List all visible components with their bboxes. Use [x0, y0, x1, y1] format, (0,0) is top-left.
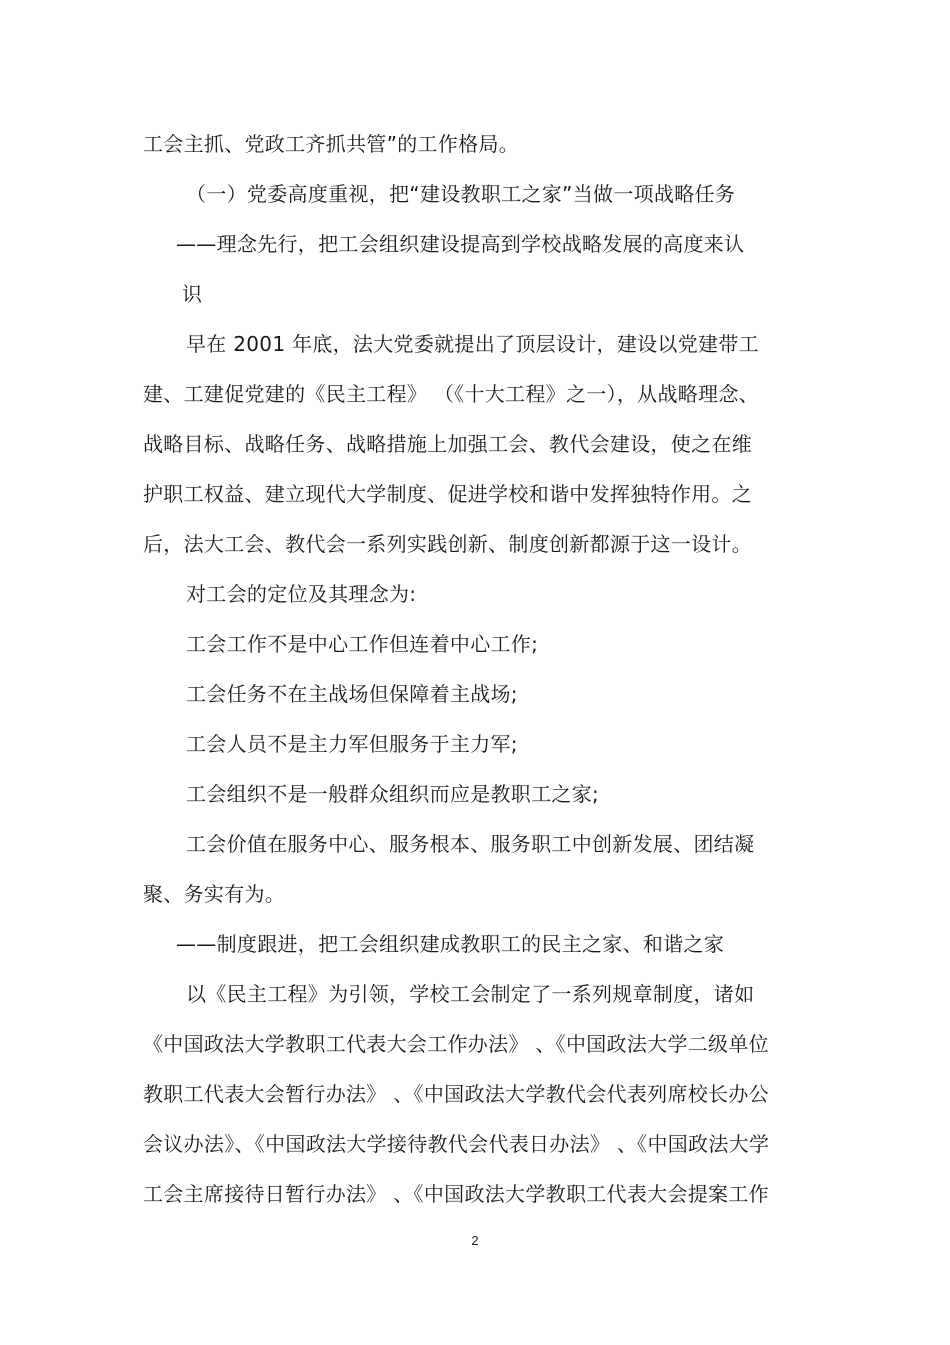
section-heading: （一）党委高度重视，把“建设教职工之家”当做一项战略任务	[186, 182, 736, 206]
text-line: 聚、务实有为。	[143, 882, 286, 906]
subheading-line: 识	[182, 282, 203, 306]
subheading-line: ——理念先行，把工会组织建设提高到学校战略发展的高度来认	[176, 232, 745, 256]
text-line: 以《民主工程》为引领，学校工会制定了一系列规章制度，诸如	[186, 982, 755, 1006]
text-line: 早在 2001 年底，法大党委就提出了顶层设计，建设以党建带工	[186, 332, 759, 356]
text-line: 护职工权益、建立现代大学制度、促进学校和谐中发挥独特作用。之	[143, 482, 752, 506]
text-line: 建、工建促党建的《民主工程》 （《十大工程》之一），从战略理念、	[143, 382, 759, 406]
text-line: 战略目标、战略任务、战略措施上加强工会、教代会建设，使之在维	[143, 432, 752, 456]
page-number: 2	[471, 1233, 479, 1248]
list-line: 工会组织不是一般群众组织而应是教职工之家;	[186, 782, 600, 806]
text-line: 后，法大工会、教代会一系列实践创新、制度创新都源于这一设计。	[143, 532, 752, 556]
text-line: 《中国政法大学教职工代表大会工作办法》 、《中国政法大学二级单位	[143, 1032, 769, 1056]
text-line: 工会主抓、党政工齐抓共管”的工作格局。	[143, 132, 520, 156]
text-line: 对工会的定位及其理念为:	[186, 582, 417, 606]
text-line: 会议办法》、《中国政法大学接待教代会代表日办法》 、《中国政法大学	[143, 1132, 770, 1156]
text-line: 教职工代表大会暂行办法》 、《中国政法大学教代会代表列席校长办公	[143, 1082, 769, 1106]
list-line: 工会人员不是主力军但服务于主力军;	[186, 732, 518, 756]
subheading-line: ——制度跟进，把工会组织建成教职工的民主之家、和谐之家	[176, 932, 725, 956]
list-line: 工会价值在服务中心、服务根本、服务职工中创新发展、团结凝	[186, 832, 755, 856]
list-line: 工会任务不在主战场但保障着主战场;	[186, 682, 518, 706]
list-line: 工会工作不是中心工作但连着中心工作;	[186, 632, 539, 656]
text-line: 工会主席接待日暂行办法》 、《中国政法大学教职工代表大会提案工作	[143, 1182, 769, 1206]
